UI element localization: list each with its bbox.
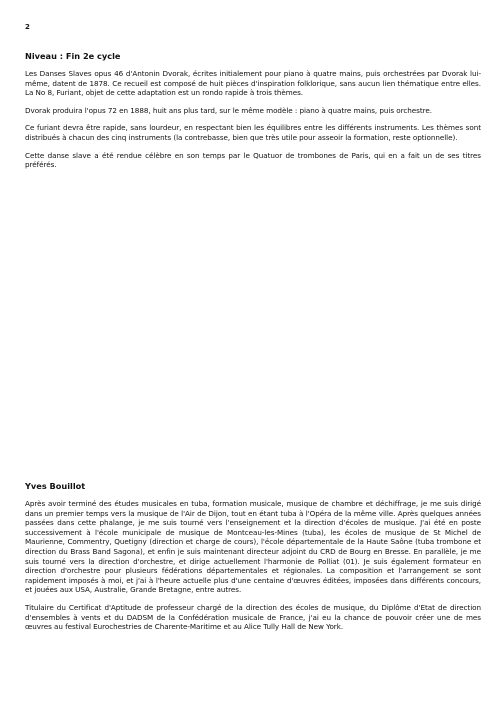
level-paragraph: Ce furiant devra être rapide, sans lourdeur, en respectant bien les équilibres entre les différents instruments. Les thèmes sont distribués à chacun des cinq instruments (la contrebasse, bien que très utile pour asseoir la formation, reste optionnelle).: [25, 123, 481, 142]
author-biography-paragraph: Titulaire du Certificat d'Aptitude de professeur chargé de la direction des écoles de musique, du Diplôme d'Etat de direction d'ensembles à vents et du DADSM de la Confédération musicale de France, j'ai eu la chance de pouvoir créer une de mes œuvres au festival Eurochestries de Charente-Maritime et au Alice Tully Hall de New York.: [25, 602, 481, 632]
level-paragraph: Dvorak produira l'opus 72 en 1888, huit ans plus tard, sur le même modèle : piano à quatre mains, puis orchestre.: [25, 105, 432, 115]
level-paragraph: Cette danse slave a été rendue célèbre en son temps par le Quatuor de trombones de Paris, qui en a fait un de ses titres préférés.: [25, 150, 481, 170]
author-biography-paragraph: Après avoir terminé des études musicales en tuba, formation musicale, musique de chambre et déchiffrage, je me suis dirigé dans un premier temps vers la musique de l'Air de Dijon, tout en étant tuba à l'Opéra de la même ville. Après quelques années passées dans cette phalange, je me suis tourné vers l'enseignement et la direction d'écoles de musique. J'ai été en poste successivement à l'école municipale de musique de Montceau-les-Mines (tuba), les écoles de musique de St Michel de Maurienne, Commentry, Quetigny (direction et charge de cours), l'école départementale de la Haute Saône (tuba trombone et direction du Brass Band Sagona), et enfin je suis maintenant directeur adjoint du CRD de Bourg en Bresse. En parallèle, je me suis tourné vers la direction d'orchestre, et dirige actuellement l'harmonie de Polliat (01). Je suis également formateur en direction d'orchestre pour plusieurs fédérations départementales et régionales. La composition et l'arrangement se sont rapidement imposés à moi, et j'ai à l'heure actuelle plus d'une centaine d'œuvres éditées, imposées dans différents concours, et jouées aux USA, Australie, Grande Bretagne, entre autres.: [25, 499, 481, 595]
level-section: [25, 51, 481, 178]
author-section: [25, 481, 481, 640]
page-number: 2: [25, 23, 30, 31]
author-heading: Yves Bouillot: [25, 481, 86, 491]
level-paragraph: Les Danses Slaves opus 46 d'Antonin Dvorak, écrites initialement pour piano à quatre mains, puis orchestrées par Dvorak lui-même, datent de 1878. Ce recueil est composé de huit pièces d'inspiration folklorique, sans aucun lien thématique entre elles. La No 8, Furiant, objet de cette adaptation est un rondo rapide à trois thèmes.: [25, 69, 481, 98]
level-heading: Niveau : Fin 2e cycle: [25, 51, 121, 61]
